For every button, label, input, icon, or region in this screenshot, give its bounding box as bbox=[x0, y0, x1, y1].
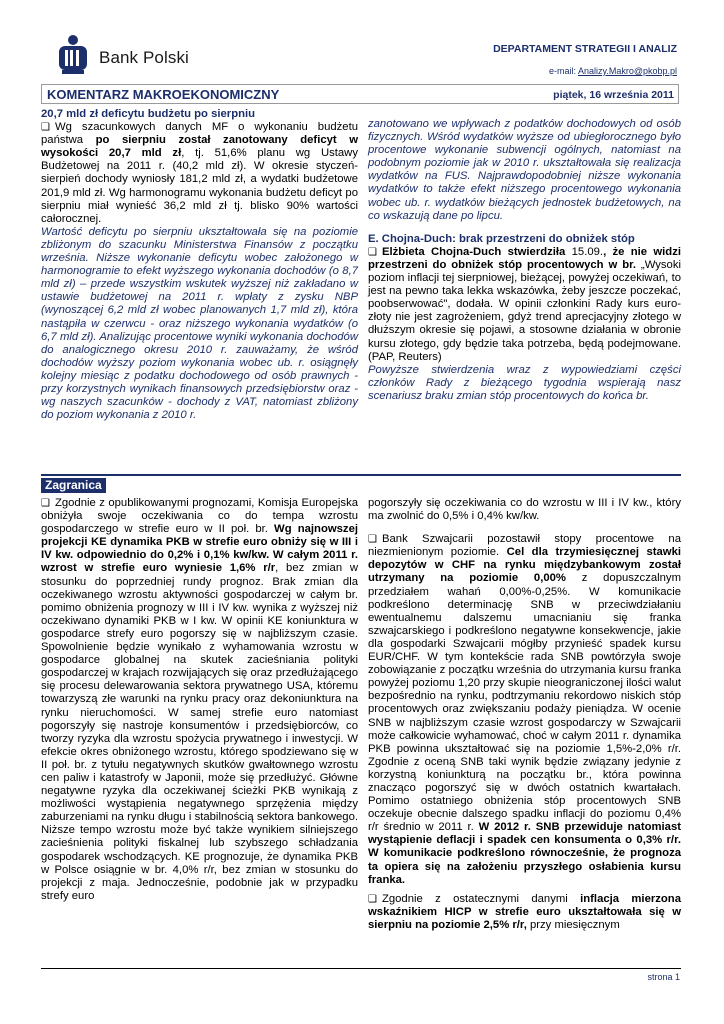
report-date: piątek, 16 września 2011 bbox=[553, 89, 674, 101]
article-snb bbox=[368, 497, 681, 932]
heading-deficit: 20,7 mld zł deficytu budżetu po sierpniu bbox=[41, 108, 256, 120]
checkbox-bullet-icon: ❑ bbox=[368, 246, 377, 258]
paragraph: ❑ Zgodnie z ostatecznymi danymi inflacja mierzona wskaźnikiem HICP w strefie euro ukształtowała się w sierpniu na poziomie 2,5% r/r, przy miesięcznym bbox=[368, 892, 681, 931]
heading-chojna-duch: E. Chojna-Duch: brak przestrzeni do obniżek stóp bbox=[368, 232, 635, 245]
paragraph-comment: Wartość deficytu po sierpniu ukształtowała się na poziomie zbliżonym do szacunku Ministerstwa Finansów z początku września. Niższe wykonanie deficytu wobec założonego w harmonogramie to efekt wyższego wykonania dochodów (o 8,7 mld zł) – przede wszystkim wskutek wyższej niż zakładano w ustawie budżetowej na 2011 r. wpłaty z zysku NBP (wynoszącej 6,2 mld zł wobec planowanych 1,7 mld zł), która nastąpiła w czerwcu - oraz niższego wykonania wydatków (o 6,7 mld zł). Analizując procentowe wyniki wykonania dochodów do analogicznego okresu 2010 r. zauważamy, że wśród dochodów wyższy poziom wykonania wobec ub. r. osiągnęły kolejny miesiąc z podatku dochodowego od osób prawnych - przy korzystnych wynikach finansowych przedsiębiorstw oraz - wg naszych szacunków - dochody z VAT, natomiast zbliżony do poziom wykonania z 2010 r. bbox=[41, 225, 358, 422]
checkbox-bullet-icon: ❑ bbox=[41, 498, 50, 509]
paragraph-comment: zanotowano we wpływach z podatków dochodowych od osób fizycznych. Wśród wydatków wyższe od ubiegłorocznego było procentowe wykonanie subwencji ogólnych, natomiast na podobnym poziomie jak w 2010 r. ukształtowała się realizacja wydatków na FUS. Najprawdopodobniej niższe wykonania wydatków to także efekt niższego procentowego wykonania wobec ub. r. wydatków bieżących jednostek budżetowych, na co wskazują dane po lipcu. bbox=[368, 118, 681, 222]
checkbox-bullet-icon: ❑ bbox=[41, 122, 50, 134]
section-divider bbox=[41, 474, 681, 476]
paragraph: ❑ Zgodnie z opublikowanymi prognozami, Komisja Europejska obniżyła swoje oczekiwania co do tempa wzrostu gospodarczego w strefie euro w II poł. br. Wg najnowszej projekcji KE dynamika PKB w strefie euro obniży się w III i IV kw. odpowiednio do 0,2% i 0,1% kw/kw. W całym 2011 r. wzrost w strefie euro wyniesie 1,6% r/r, bez zmian w stosunku do poprzedniej rundy prognoz. Brak zmian dla oczekiwanego wzrostu aktywności gospodarczej w całym br. pomimo obniżenia prognozy w III i IV kw. wynika z wyższej niż oczekiwano dynamiki PKB w I kw. W opinii KE koniunktura w gospodarce strefy euro pogorszy się w najbliższym czasie. Spowolnienie będzie wynikało z wyhamowania wzrostu w gospodarce globalnej na skutek zacieśniania polityki gospodarczej w krajach rozwijających się oraz przedłużającego się procesu delewarowania sektora prywatnego USA, któremu towarzyszą złe warunki na rynku pracy oraz dekoniunktura na rynku nieruchomości. W samej strefie euro natomiast pogorszyły się nastroje konsumentów i przedsiębiorców, co tworzy ryzyka dla wzrostu spożycia prywatnego i inwestycji. W efekcie okres obniżonego wzrostu, którego spodziewano się w II poł. br. z tytułu negatywnych skutków gwałtownego wzrostu cen paliw i katastrofy w Japonii, może się przedłużyć. Główne negatywne ryzyka dla oczekiwanej ścieżki PKB wynikają z możliwości wystąpienia negatywnego sprzężenia między zaburzeniami na rynku długu i stabilnością sektora bankowego. Niższe tempo wzrostu może być także wynikiem silniejszego zacieśnienia polityki fiskalnej lub szybszego schładzania gospodarek wschodzących. KE prognozuje, że dynamika PKB w Polsce osiągnie w br. 4,0% r/r, bez zmian w stosunku do projekcji z maja. Jednocześnie, podobnie jak w przypadku strefy euro bbox=[41, 497, 359, 902]
paragraph: ❑ Bank Szwajcarii pozostawił stopy procentowe na niezmienionym poziomie. Cel dla trzymiesięcznej stawki depozytów w CHF na rynku międzybankowym został utrzymany na poziomie 0,00% z dopuszczalnym przedziałem wahań 0,00%-0,25%. W komunikacie podkreślono determinację SNB w przeciwdziałaniu ewentualnemu dalszemu umacnianiu się franka szwajcarskiego i podkreślono negatywne konsekwencje, jakie dla gospodarki Szwajcarii mógłby przynieść spadek kursu EUR/CHF. W tym kontekście rada SNB powtórzyła swoje zobowiązanie z początku września do utrzymania kursu franka powyżej poziomu 1,20 przy skupie nieograniczonej ilości walut bezpośrednio na rynku, podtrzymaniu rekordowo niskich stóp procentowych oraz zwiększaniu podaży pieniądza. W ocenie SNB w najbliższym czasie wzrost gospodarczy w Szwajcarii może całkowicie wyhamować, choć w całym 2011 r. dynamika PKB powinna ukształtować się na poziomie 1,5%-2,0% r/r. Zgodnie z oceną SNB taki wynik będzie związany jedynie z korzystną koniunkturą na początku br., która powinna znacząco pogorszyć się w dwóch ostatnich kwartałach. Pomimo ostatniego obniżenia stóp procentowych SNB oczekuje obecnie dalszego spadku inflacji do poziomu 0,4% r/r średnio w 2011 r. W 2012 r. SNB przewiduje natomiast wystąpienie deflacji i spadek cen konsumenta o 0,3% r/r. W komunikacie podkreślono równocześnie, że prognoza ta opiera się na założeniu przyszłego osłabienia kursu franka. bbox=[368, 533, 681, 886]
title-bar bbox=[41, 84, 679, 104]
checkbox-bullet-icon: ❑ bbox=[368, 893, 377, 905]
paragraph: pogorszyły się oczekiwania co do wzrostu w III i IV kw., który ma zwolnić do 0,5% i 0,4% kw/kw. bbox=[368, 497, 681, 523]
page-title: KOMENTARZ MAKROEKONOMICZNY bbox=[47, 87, 280, 102]
article-euro-zone bbox=[41, 497, 358, 903]
paragraph-comment: Powyższe stwierdzenia wraz z wypowiedziami części członków Rady z bieżącego tygodnia wspierają nasz scenariusz braku zmian stóp procentowych do końca br. bbox=[368, 363, 681, 402]
email-link[interactable]: Analizy.Makro@pkobp.pl bbox=[577, 66, 677, 76]
article-deficit-cont bbox=[368, 118, 681, 403]
page-number: strona 1 bbox=[647, 972, 680, 982]
footer-rule bbox=[41, 968, 681, 969]
paragraph: ❑ Elżbieta Chojna-Duch stwierdziła 15.09., że nie widzi przestrzeni do obniżek stóp procentowych w br. „Wysoki poziom inflacji tej sierpniowej, bieżącej, powyżej oczekiwań, to jest na pewno taka lekka wskazówka, żeby jeszcze poczekać, poobserwować", dodała. W opinii członkini Rady kurs euro-złoty nie jest zagrożeniem, gdyż trend aprecjacyjny złotego w dłuższym okresie się pojawi, a stosowne działania w obronie kursu złotego, gdy będzie taka potrzeba, będą podejmowane. (PAP, Reuters) bbox=[368, 245, 681, 363]
email-label: e-mail: bbox=[548, 66, 576, 76]
paragraph: ❑ Wg szacunkowych danych MF o wykonaniu budżetu państwa po sierpniu został zanotowany deficyt w wysokości 20,7 mld zł, tj. 51,6% planu wg Ustawy Budżetowej na 2011 r. (40,2 mld zł). W okresie styczeń-sierpień dochody wyniosły 181,2 mld zł, a wydatki budżetowe 201,9 mld zł. Wg harmonogramu wykonania budżetu deficyt po sierpniu miał wynieść 36,2 mld zł tj. blisko 90% wartości całorocznej. bbox=[41, 121, 358, 225]
section-label-foreign: Zagranica bbox=[41, 478, 106, 493]
department-label: DEPARTAMENT STRATEGII I ANALIZ bbox=[493, 43, 677, 55]
bank-name: Bank Polski bbox=[99, 48, 189, 67]
checkbox-bullet-icon: ❑ bbox=[368, 534, 377, 546]
email-line bbox=[549, 66, 677, 76]
article-deficit bbox=[41, 108, 358, 422]
